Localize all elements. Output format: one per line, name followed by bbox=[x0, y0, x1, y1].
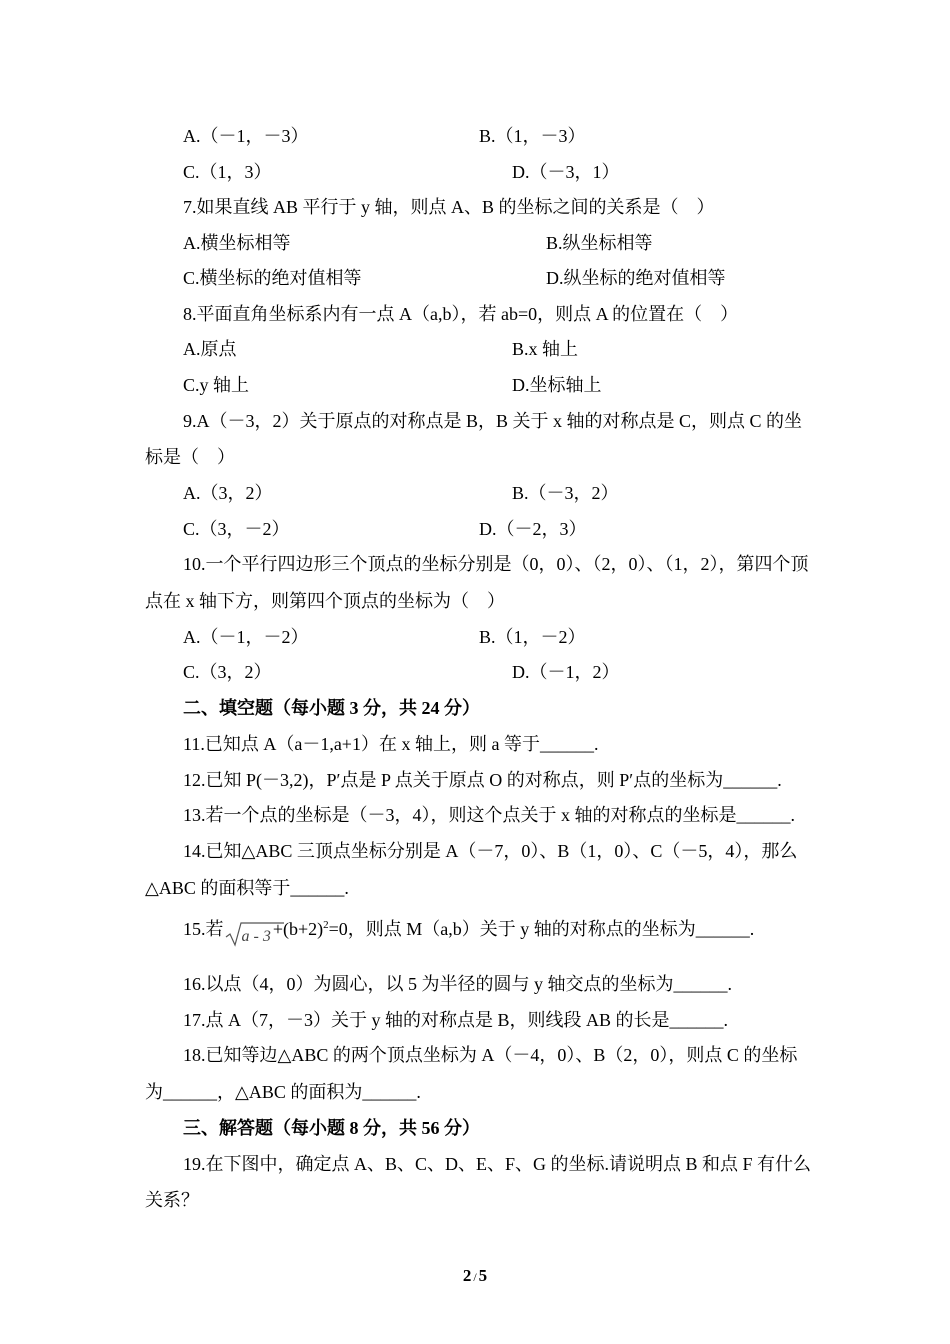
page-separator: / bbox=[473, 1270, 477, 1284]
q6-option-c: C.（1，3） bbox=[183, 162, 272, 182]
q7-stem: 7.如果直线 AB 平行于 y 轴，则点 A、B 的坐标之间的关系是（ ） bbox=[183, 197, 715, 217]
page-number bbox=[0, 1266, 950, 1286]
q8-option-d: D.坐标轴上 bbox=[512, 375, 602, 395]
q6-option-b: B.（1，－3） bbox=[479, 126, 586, 146]
q15 bbox=[183, 914, 755, 945]
q12: 12.已知 P(－3,2)，P′点是 P 点关于原点 O 的对称点，则 P′点的坐标为______. bbox=[183, 770, 782, 790]
q19-line1: 19.在下图中，确定点 A、B、C、D、E、F、G 的坐标.请说明点 B 和点 F 有什么 bbox=[183, 1154, 812, 1174]
q18-line1: 18.已知等边△ABC 的两个顶点坐标为 A（－4，0）、B（2，0），则点 C 的坐标 bbox=[183, 1045, 798, 1065]
q9-stem-line1: 9.A（－3，2）关于原点的对称点是 B，B 关于 x 轴的对称点是 C，则点 C 的坐 bbox=[183, 411, 803, 431]
q9-option-d: D.（－2，3） bbox=[479, 519, 587, 539]
q19-line2: 关系？ bbox=[145, 1190, 199, 1210]
q9-option-a: A.（3，2） bbox=[183, 483, 273, 503]
q8-option-c: C.y 轴上 bbox=[183, 375, 250, 395]
section-heading-solutions: 三、解答题（每小题 8 分，共 56 分） bbox=[183, 1118, 480, 1138]
q7-option-d: D.纵坐标的绝对值相等 bbox=[546, 268, 726, 288]
q15-prefix: 15.若 bbox=[183, 919, 224, 939]
q9-option-c: C.（3，－2） bbox=[183, 519, 290, 539]
q10-option-b: B.（1，－2） bbox=[479, 627, 586, 647]
page-total: 5 bbox=[478, 1266, 488, 1285]
q9-stem-line2: 标是（ ） bbox=[145, 447, 235, 467]
q8-option-b: B.x 轴上 bbox=[512, 339, 579, 359]
q11: 11.已知点 A（a－1,a+1）在 x 轴上，则 a 等于______. bbox=[183, 734, 599, 754]
q10-stem-line1: 10.一个平行四边形三个顶点的坐标分别是（0，0）、（2，0）、（1，2），第四个顶 bbox=[183, 554, 809, 574]
q9-option-b: B.（－3，2） bbox=[512, 483, 619, 503]
q10-option-c: C.（3，2） bbox=[183, 662, 272, 682]
q8-option-a: A.原点 bbox=[183, 339, 237, 359]
q7-option-c: C.横坐标的绝对值相等 bbox=[183, 268, 362, 288]
q10-stem-line2: 点在 x 轴下方，则第四个顶点的坐标为（ ） bbox=[145, 591, 505, 611]
q7-option-b: B.纵坐标相等 bbox=[546, 233, 653, 253]
q15-exponent: 2 bbox=[323, 919, 329, 931]
sqrt-expression bbox=[242, 926, 271, 948]
q16: 16.以点（4，0）为圆心，以 5 为半径的圆与 y 轴交点的坐标为______. bbox=[183, 974, 732, 994]
q7-option-a: A.横坐标相等 bbox=[183, 233, 291, 253]
q15-middle: +(b+2) bbox=[272, 919, 324, 939]
q17: 17.点 A（7，－3）关于 y 轴的对称点是 B，则线段 AB 的长是______. bbox=[183, 1010, 729, 1030]
q13: 13.若一个点的坐标是（－3，4），则这个点关于 x 轴的对称点的坐标是______. bbox=[183, 805, 795, 825]
q8-stem: 8.平面直角坐标系内有一点 A（a,b），若 ab=0，则点 A 的位置在（ ） bbox=[183, 304, 739, 324]
section-heading-fill-in: 二、填空题（每小题 3 分，共 24 分） bbox=[183, 698, 480, 718]
sqrt-radicand: a - 3 bbox=[241, 928, 271, 945]
q6-option-a: A.（－1，－3） bbox=[183, 126, 309, 146]
q10-option-d: D.（－1，2） bbox=[512, 662, 620, 682]
radical-sign-icon bbox=[224, 920, 284, 948]
q14-line1: 14.已知△ABC 三顶点坐标分别是 A（－7，0）、B（1，0）、C（－5，4），那么 bbox=[183, 841, 798, 861]
q15-suffix: =0，则点 M（a,b）关于 y 轴的对称点的坐标为______. bbox=[328, 919, 755, 939]
q10-option-a: A.（－1，－2） bbox=[183, 627, 309, 647]
q6-option-d: D.（－3，1） bbox=[512, 162, 620, 182]
q18-line2: 为______，△ABC 的面积为______. bbox=[145, 1082, 421, 1102]
q14-line2: △ABC 的面积等于______. bbox=[145, 878, 349, 898]
page-current: 2 bbox=[462, 1266, 472, 1285]
